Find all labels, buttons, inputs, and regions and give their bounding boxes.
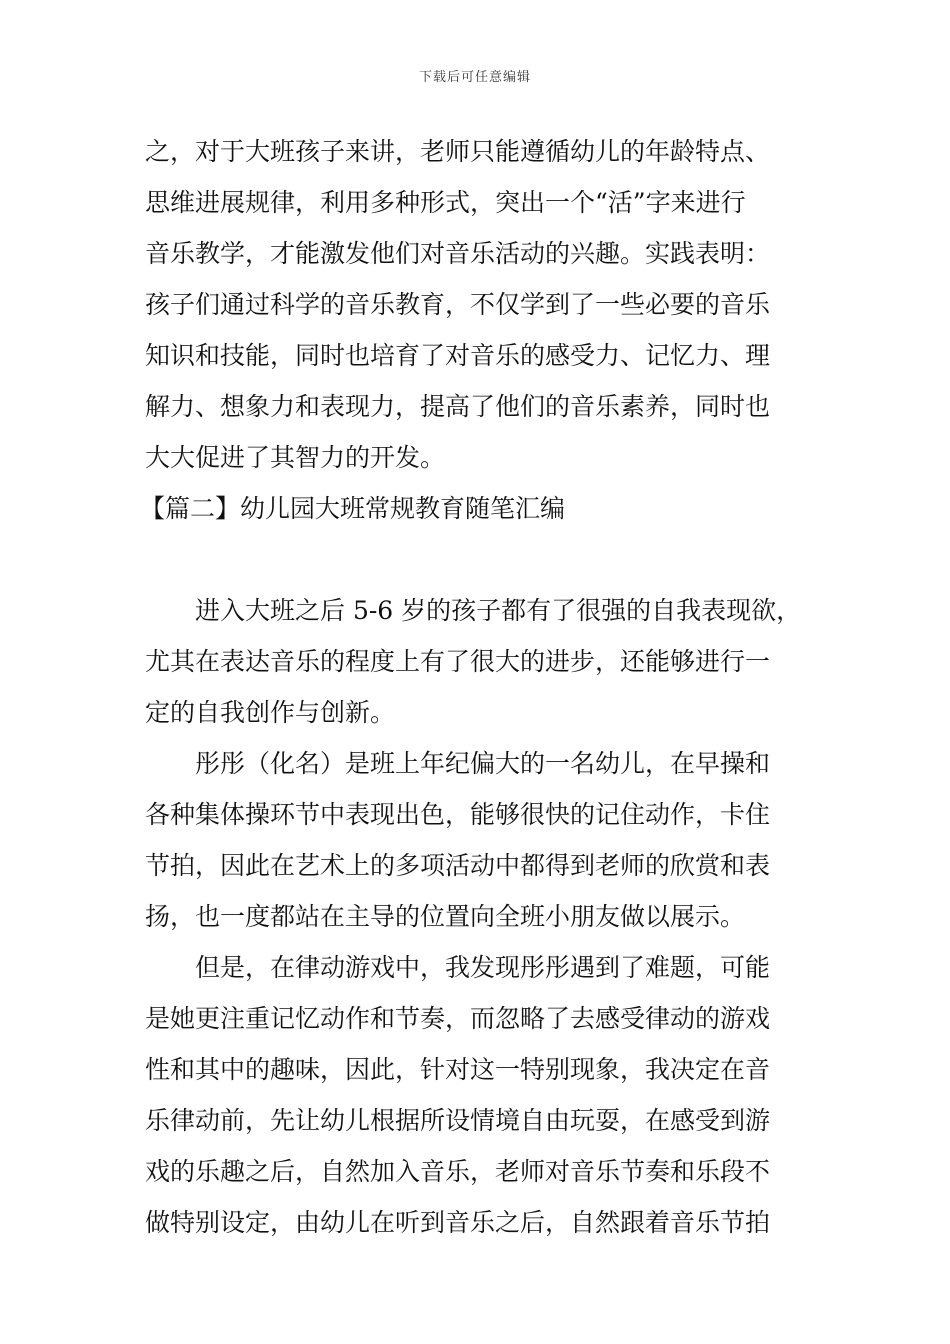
page-header: 下载后可任意编辑 xyxy=(418,70,531,85)
text-line: 知识和技能，同时也培育了对音乐的感受力、记忆力、理 xyxy=(145,341,771,370)
text-line: 做特别设定，由幼儿在听到音乐之后，自然跟着音乐节拍 xyxy=(145,1208,771,1237)
text-line: 进入大班之后 5-6 岁的孩子都有了很强的自我表现欲， xyxy=(195,596,802,625)
text-line: 但是，在律动游戏中，我发现彤彤遇到了难题，可能 xyxy=(195,953,771,982)
text-line: 思维进展规律，利用多种形式，突出一个“活”字来进行 xyxy=(145,188,746,217)
text-line: 戏的乐趣之后，自然加入音乐，老师对音乐节奏和乐段不 xyxy=(145,1157,771,1186)
text-line: 是她更注重记忆动作和节奏，而忽略了去感受律动的游戏 xyxy=(145,1004,771,1033)
text-line: 性和其中的趣味，因此，针对这一特别现象，我决定在音 xyxy=(145,1055,771,1084)
document-body xyxy=(140,126,807,1248)
paragraph-continued xyxy=(145,126,807,483)
blank-line xyxy=(145,534,807,585)
section-heading: 【篇二】幼儿园大班常规教育随笔汇编 xyxy=(140,494,566,523)
text-line: 乐律动前，先让幼儿根据所设情境自由玩耍，在感受到游 xyxy=(145,1106,771,1135)
text-line: 尤其在表达音乐的程度上有了很大的进步，还能够进行一 xyxy=(145,647,771,676)
text-line: 各种集体操环节中表现出色，能够很快的记住动作，卡住 xyxy=(145,800,771,829)
text-line: 孩子们通过科学的音乐教育，不仅学到了一些必要的音乐 xyxy=(145,290,771,319)
text-line: 解力、想象力和表现力，提高了他们的音乐素养，同时也 xyxy=(145,392,771,421)
paragraph xyxy=(145,942,807,1248)
text-line: 扬，也一度都站在主导的位置向全班小朋友做以展示。 xyxy=(145,902,746,931)
text-line: 节拍，因此在艺术上的多项活动中都得到老师的欣赏和表 xyxy=(145,851,771,880)
paragraph xyxy=(145,585,807,738)
text-line: 彤彤（化名）是班上年纪偏大的一名幼儿，在早操和 xyxy=(195,749,771,778)
text-line: 音乐教学，才能激发他们对音乐活动的兴趣。实践表明： xyxy=(145,239,771,268)
text-line: 定的自我创作与创新。 xyxy=(145,698,396,727)
text-line: 大大促进了其智力的开发。 xyxy=(145,443,446,472)
paragraph xyxy=(145,738,807,942)
text-line: 之，对于大班孩子来讲，老师只能遵循幼儿的年龄特点、 xyxy=(145,137,771,166)
